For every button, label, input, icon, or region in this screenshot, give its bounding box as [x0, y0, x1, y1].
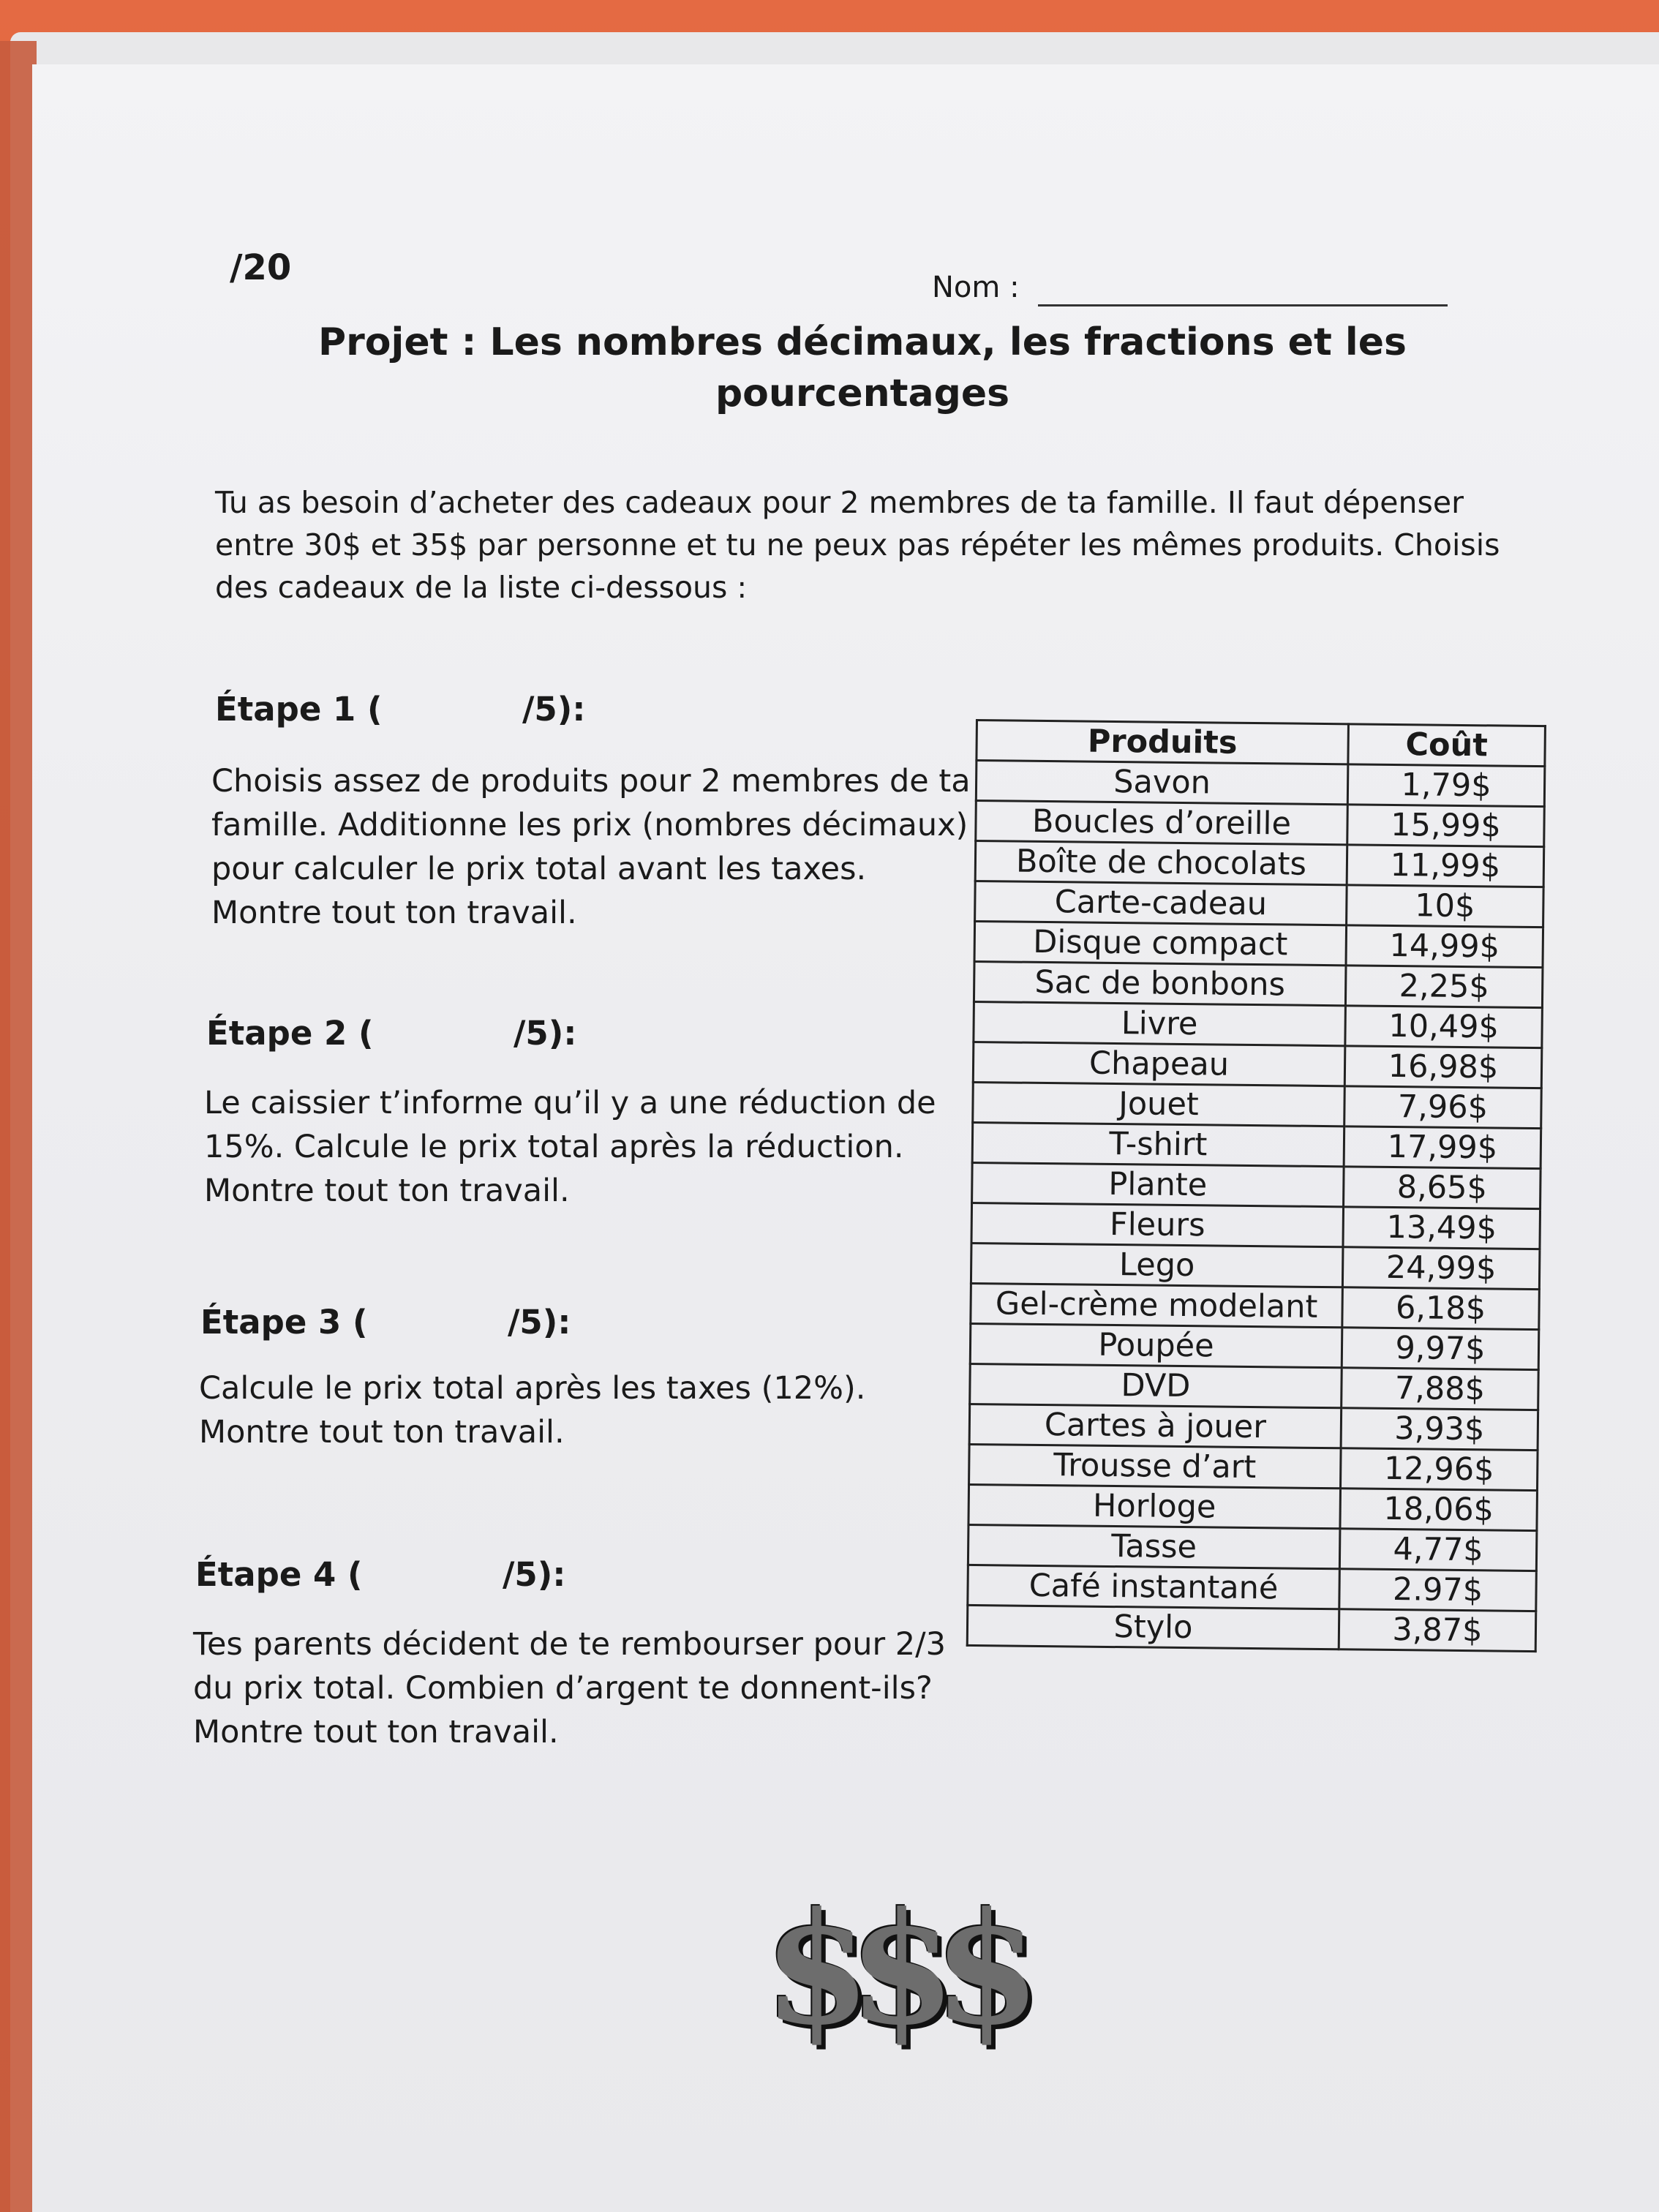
products-price-table [966, 719, 1546, 1652]
product-name-cell: Savon [976, 761, 1348, 805]
step-2-text: Le caissier t’informe qu’il y a une réduction de 15%. Calcule le prix total après la réduction. Montre tout ton travail. [204, 1085, 936, 1209]
product-cost-cell: 17,99$ [1344, 1126, 1541, 1169]
product-cost-cell: 18,06$ [1340, 1489, 1538, 1531]
step-4-text: Tes parents décident de te rembourser pour 2/3 du prix total. Combien d’argent te donnent-ils? Montre tout ton travail. [193, 1626, 946, 1750]
instructions-paragraph: Tu as besoin d’acheter des cadeaux pour 2 membres de ta famille. Il faut dépenser entre 30$ et 35$ par personne et tu ne peux pas répéter les mêmes produits. Choisis des cadeaux de la liste ci-dessous : [215, 485, 1500, 605]
product-name-cell: Fleurs [971, 1203, 1344, 1246]
product-cost-cell: 7,88$ [1342, 1368, 1539, 1410]
table-body [967, 761, 1545, 1652]
product-cost-cell: 15,99$ [1347, 805, 1545, 847]
product-cost-cell: 16,98$ [1344, 1046, 1542, 1088]
step-3-text: Calcule le prix total après les taxes (12%). Montre tout ton travail. [199, 1370, 866, 1451]
product-cost-cell: 10,49$ [1345, 1006, 1543, 1048]
table-row [973, 1042, 1542, 1088]
table-row [976, 761, 1545, 807]
table-row [974, 1001, 1543, 1047]
name-blank-line [1038, 304, 1448, 306]
table-row [970, 1363, 1539, 1410]
product-name-cell: Jouet [973, 1082, 1345, 1126]
table-row [968, 1524, 1537, 1570]
table-row [971, 1203, 1540, 1249]
header-cost: Coût [1348, 724, 1546, 767]
product-name-cell: Disque compact [974, 922, 1347, 966]
worksheet-page [32, 64, 1659, 2212]
product-cost-cell: 7,96$ [1344, 1086, 1542, 1129]
step-3-heading [200, 1303, 571, 1342]
product-name-cell: Sac de bonbons [974, 961, 1346, 1005]
table-row [972, 1162, 1541, 1208]
step-1-label: Étape 1 ( [215, 690, 383, 729]
table-row [969, 1404, 1538, 1450]
table-row [974, 922, 1543, 968]
table-header-row [977, 721, 1546, 767]
product-cost-cell: 8,65$ [1344, 1167, 1541, 1209]
table-row [975, 881, 1544, 928]
name-label: Nom : [932, 271, 1020, 304]
product-cost-cell: 6,18$ [1342, 1287, 1540, 1330]
step-3-label: Étape 3 ( [200, 1303, 368, 1342]
product-name-cell: Gel-crème modelant [971, 1283, 1343, 1327]
step-2-label: Étape 2 ( [206, 1014, 374, 1053]
product-name-cell: T-shirt [972, 1122, 1344, 1166]
product-cost-cell: 3,93$ [1341, 1408, 1538, 1451]
table-row [969, 1444, 1538, 1490]
product-cost-cell: 13,49$ [1343, 1207, 1540, 1249]
table-row [971, 1283, 1540, 1329]
product-name-cell: Cartes à jouer [969, 1404, 1342, 1448]
product-cost-cell: 11,99$ [1347, 845, 1544, 887]
product-cost-cell: 14,99$ [1346, 925, 1543, 968]
product-name-cell: DVD [970, 1363, 1342, 1407]
step-4-label: Étape 4 ( [195, 1555, 363, 1594]
product-name-cell: Plante [972, 1162, 1344, 1206]
product-name-cell: Boucles d’oreille [976, 801, 1348, 845]
table-row [967, 1605, 1536, 1651]
table-row [970, 1323, 1539, 1369]
product-name-cell: Chapeau [973, 1042, 1345, 1086]
table-row [974, 961, 1543, 1007]
step-2-points: /5): [514, 1014, 577, 1053]
product-cost-cell: 9,97$ [1342, 1328, 1539, 1370]
table-row [973, 1082, 1542, 1128]
product-name-cell: Tasse [968, 1524, 1340, 1568]
product-name-cell: Stylo [967, 1605, 1339, 1649]
table-row [971, 1243, 1540, 1289]
product-cost-cell: 12,96$ [1341, 1448, 1538, 1491]
product-name-cell: Lego [971, 1243, 1343, 1287]
product-cost-cell: 1,79$ [1347, 764, 1545, 807]
step-2-heading [206, 1014, 577, 1053]
step-1-text: Choisis assez de produits pour 2 membres de ta famille. Additionne les prix (nombres décimaux) pour calculer le prix total avant les taxes. Montre tout ton travail. [211, 763, 971, 931]
table-row [976, 801, 1545, 847]
step-3-points: /5): [508, 1303, 571, 1342]
page-title: Projet : Les nombres décimaux, les fractions et les pourcentages [318, 320, 1407, 415]
table-row [968, 1565, 1537, 1611]
product-name-cell: Trousse d’art [969, 1444, 1342, 1488]
product-name-cell: Boîte de chocolats [975, 841, 1347, 885]
product-cost-cell: 2.97$ [1339, 1569, 1537, 1611]
product-cost-cell: 2,25$ [1345, 966, 1543, 1008]
product-name-cell: Café instantané [968, 1565, 1340, 1609]
product-name-cell: Horloge [968, 1484, 1341, 1528]
step-1-points: /5): [522, 690, 586, 729]
header-products: Produits [977, 721, 1349, 764]
step-4-points: /5): [503, 1555, 566, 1594]
product-name-cell: Livre [974, 1001, 1346, 1045]
table-row [968, 1484, 1538, 1530]
product-name-cell: Poupée [970, 1323, 1342, 1367]
product-cost-cell: 3,87$ [1339, 1609, 1536, 1652]
table-row [972, 1122, 1541, 1168]
score-total: /20 [230, 247, 292, 288]
sleeve-edge [0, 41, 37, 2212]
dollar-signs-graphic: $$$ [764, 1878, 1019, 2059]
product-cost-cell: 10$ [1347, 885, 1544, 928]
table-row [975, 841, 1544, 887]
step-4-heading [195, 1555, 566, 1594]
product-cost-cell: 24,99$ [1342, 1247, 1540, 1290]
product-name-cell: Carte-cadeau [975, 881, 1347, 925]
product-cost-cell: 4,77$ [1339, 1529, 1537, 1571]
step-1-heading [215, 690, 586, 729]
